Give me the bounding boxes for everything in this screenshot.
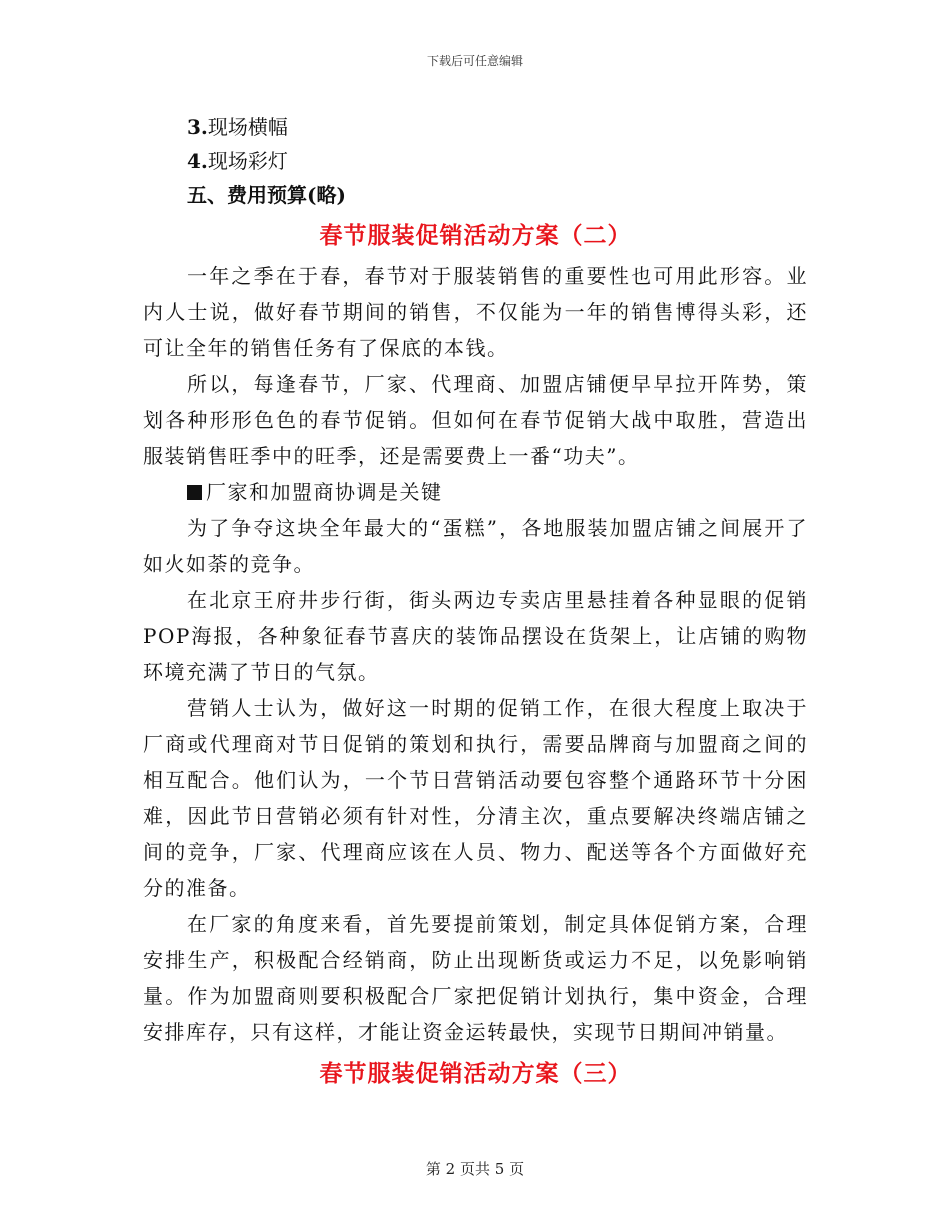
black-square-bullet-icon — [187, 485, 202, 500]
page-header-note: 下载后可任意编辑 — [426, 54, 523, 68]
subheading-text: 厂家和加盟商协调是关键 — [206, 480, 443, 504]
paragraph: 为了争夺这块全年最大的“蛋糕”，各地服装加盟店铺之间展开了如火如荼的竞争。 — [143, 516, 808, 576]
document-title-part-two: 春节服装促销活动方案（二） — [319, 222, 632, 249]
list-item-text: 现场彩灯 — [207, 149, 288, 173]
list-item-number: 4. — [187, 149, 208, 173]
paragraph: 在厂家的角度来看，首先要提前策划，制定具体促销方案，合理安排生产，积极配合经销商，防止出现断货或运力不足，以免影响销量。作为加盟商则要积极配合厂家把促销计划执行，集中资金，合理安排库存，只有这样，才能让资金运转最快，实现节日期间冲销量。 — [143, 912, 808, 1044]
document-title-part-three: 春节服装促销活动方案（三） — [319, 1060, 632, 1087]
paragraph: 所以，每逢春节，厂家、代理商、加盟店铺便早早拉开阵势，策划各种形形色色的春节促销。但如何在春节促销大战中取胜，营造出服装销售旺季中的旺季，还是需要费上一番“功夫”。 — [143, 372, 808, 468]
paragraph: 一年之季在于春，春节对于服装销售的重要性也可用此形容。业内人士说，做好春节期间的销售，不仅能为一年的销售博得头彩，还可让全年的销售任务有了保底的本钱。 — [143, 264, 808, 360]
paragraph: 营销人士认为，做好这一时期的促销工作，在很大程度上取决于厂商或代理商对节日促销的策划和执行，需要品牌商与加盟商之间的相互配合。他们认为，一个节日营销活动要包容整个通路环节十分困难，因此节日营销必须有针对性，分清主次，重点要解决终端店铺之间的竞争，厂家、代理商应该在人员、物力、配送等各个方面做好充分的准备。 — [143, 696, 808, 900]
list-item-banner — [143, 110, 808, 144]
list-item-lights — [143, 144, 808, 178]
document-body — [143, 110, 808, 1096]
subheading-coordination — [143, 474, 808, 510]
list-item-text: 现场横幅 — [207, 115, 288, 139]
list-item-number: 3. — [187, 115, 208, 139]
paragraph: 在北京王府井步行街，街头两边专卖店里悬挂着各种显眼的促销POP海报，各种象征春节喜庆的装饰品摆设在货架上，让店铺的购物环境充满了节日的气氛。 — [143, 588, 808, 684]
page-number-footer: 第 2 页共 5 页 — [425, 1160, 525, 1178]
section-heading-budget: 五、费用预算(略) — [187, 183, 346, 207]
